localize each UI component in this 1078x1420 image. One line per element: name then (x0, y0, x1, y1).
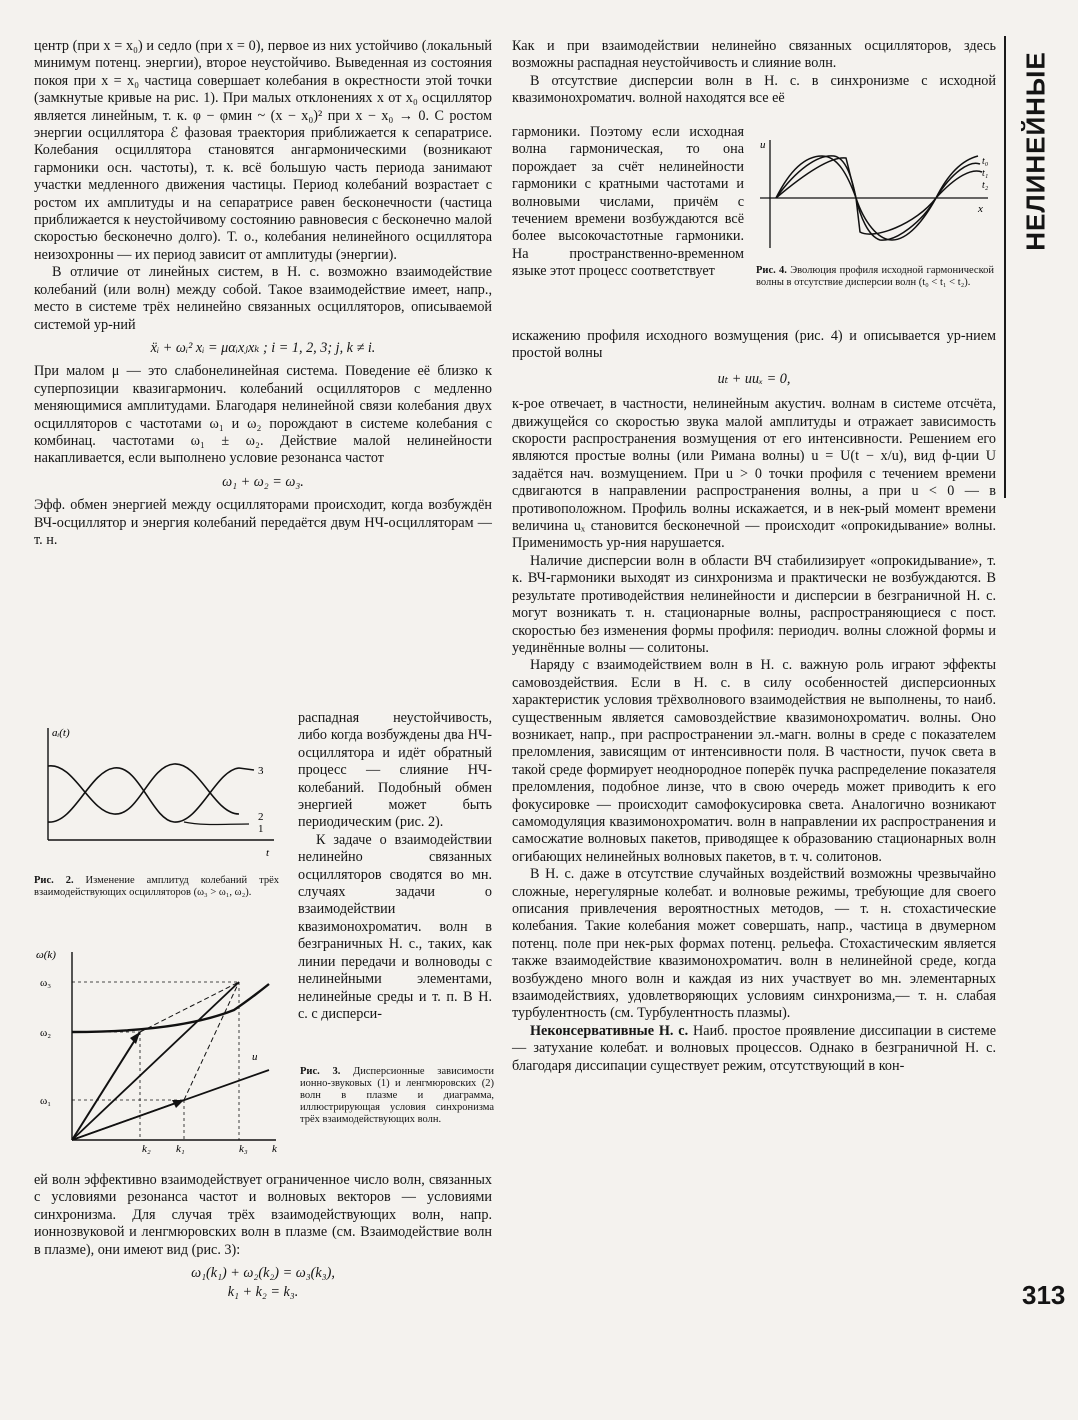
figure-2-ylabel: aᵢ(t) (52, 727, 70, 739)
figure-3 (34, 940, 284, 1160)
figure-4-label-t1: t₁ (982, 168, 989, 179)
figure-4-caption (756, 265, 994, 289)
formula-simple-wave: uₜ + uuₓ = 0, (717, 370, 791, 387)
right-column-top (512, 38, 996, 108)
figure-3-xtick-k3: k₃ (239, 1143, 248, 1155)
figure-2-caption-text: Изменение амплитуд колебаний трёх взаимодействующих осцилляторов (ω₃ > ω₁, ω₂). (34, 875, 280, 898)
figure-4 (756, 136, 996, 316)
left-paragraph-1: центр (при x = x₀) и седло (при x = 0), первое из них устойчиво (локальный минимум потенц. энергии), второе неустойчиво. Выведенная из состояния покоя при x = x₀ частица совершает колебания в окрестности этой точки (замкнутые кривые на рис. 1). При малых отклонениях x от x₀ осциллятор является линейным, т. к. φ − φмин ~ (x − x₀)² при x − x₀ → 0. С ростом энергии осциллятора ℰ фазовая траектория приближается к сепаратрисе. Колебания осциллятора становятся ангармоническими (возникают гармоники осн. частоты), т. к. всё большую часть периода занимают участки медленного движения частицы. Период колебаний возрастает с ростом их амплитуды и на сепаратрисе равен бесконечности (частица приближается к неустойчивому состоянию равновесия с бесконечно малой скоростью бесконечно долго). Т. о., колебания нелинейного осциллятора неизохронны — их период зависит от амплитуды (энергии). (34, 38, 492, 263)
left-bottom-text (34, 1172, 492, 1302)
page-number: 313 (1022, 1280, 1066, 1310)
figure-2-caption (34, 875, 279, 899)
figure-3-caption (300, 1066, 494, 1126)
formula-synchronism-2: k₁ + k₂ = k₃. (227, 1284, 299, 1301)
figure-2-xlabel: t (266, 847, 270, 859)
right-paragraph-5: Наряду с взаимодействием волн в Н. с. важную роль играют эффекты самовоздействия. Если в Н. с. в силу особенностей дисперсионных характеристик условия трёхволнового взаимодействия не выполнены, то наиб. существенным является самовоздействие квазимонохроматич. волны. Оно возникает, напр., при распространении эл.-магн. волны в среде с показателем преломления, зависящим от интенсивности поля. В частности, пучок света в такой среде формирует неоднородное поперёк пучка распределение показателя преломления, подобное линзе, что в свою очередь может приводить к его фокусировке — происходит самофокусировка света. Аналогично возникают самомодуляция квазимонохроматич. волн в направлении их распространения и самосжатие волновых пакетов, приводящее к образованию стационарных волн огибающих нелинейных волновых пакетов, в т. ч. солитонов. (512, 657, 996, 865)
figure-4-ylabel: u (760, 139, 766, 151)
right-paragraph-6: В Н. с. даже в отсутствие случайных воздействий возможны чрезвычайно сложные, нерегулярные колебат. и волновые режимы, требующие для своего описания привлечения вероятностных методов, — т. н. стохастические колебания. Такие колебания может совершать, напр., частица в двумерном потенц. поле при нек-рых формах потенц. рельефа. Стохастическим является также взаимодействие квазимонохроматич. волн в нелинейной среде, когда возбуждено много волн и каждая из них участвует во мн. элементарных взаимодействиях, удовлетворяющих условиям синхронизма,— т. н. слабая турбулентность (см. Турбулентность плазмы). (512, 866, 996, 1022)
figure-3-xtick-k2: k₂ (142, 1143, 151, 1155)
figure-4-xlabel: x (978, 203, 983, 215)
right-paragraph-7-heading: Неконсервативные Н. с. (530, 1022, 689, 1039)
right-paragraph-7 (512, 1023, 996, 1075)
right-paragraph-7-text: Наиб. простое проявление диссипации в системе — затухание колебат. и волновых процессов. Однако в безграничной Н. с. благодаря диссипации существует режим, отсутствующий в кон- (512, 1022, 996, 1074)
figure-4-label-t2: t₂ (982, 180, 989, 191)
right-wrap-text (512, 124, 744, 281)
figure-3-caption-text: Дисперсионные зависимости ионно-звуковых (1) и ленгмюровских (2) волн в плазме и диаграмма, иллюстрирующая условия синхронизма трёх взаимодействующих волн. (300, 1066, 494, 1125)
right-paragraph-2: В отсутствие дисперсии волн в Н. с. в синхронизме с исходной квазимонохроматич. волной находятся все её (512, 72, 996, 107)
figure-3-ytick-w1: ω₁ (40, 1095, 52, 1107)
figure-3-xlabel: k (272, 1143, 277, 1155)
figure-3-curve-label: u (252, 1051, 258, 1063)
figure-2-label-1: 1 (258, 823, 264, 835)
section-title: НЕЛИНЕЙНЫЕ (1020, 51, 1051, 251)
wrap-paragraph-b: К задаче о взаимодействии нелинейно связанных осцилляторов сводятся во мн. случаях задачи о взаимодействии квазимонохроматич. волн в безграничных Н. с., таких, как линии передачи и волноводы с нелинейными элементами, нелинейные среды и т. п. В Н. с. с дисперси- (298, 831, 492, 1022)
right-paragraph-2-end: искажению профиля исходного возмущения (рис. 4) и описывается ур-нием простой волны (512, 328, 996, 362)
right-paragraph-4: Наличие дисперсии волн в области ВЧ стабилизирует «опрокидывание», т. к. ВЧ-гармоники выходят из синхронизма и практически не возбуждаются. В результате противодействия нелинейности и дисперсии в безграничной Н. с. могут возникать т. н. стационарные волны, распространяющиеся с пост. скоростью без изменения формы профиля: периодич. волны сложной формы и уединённые волны — солитоны. (512, 552, 996, 656)
figure-3-ytick-w2: ω₂ (40, 1027, 52, 1039)
figure-4-caption-title: Рис. 4. (756, 265, 787, 276)
figure-2 (34, 722, 284, 922)
figure-4-plot (756, 136, 996, 254)
right-paragraph-1: Как и при взаимодействии нелинейно связанных осцилляторов, здесь возможны распадная неустойчивость и слияние волн. (512, 38, 996, 72)
section-header (1006, 36, 1066, 266)
left-column (34, 38, 492, 549)
figure-3-plot (34, 940, 284, 1155)
formula-resonance: ω₁ + ω₂ = ω₃. (222, 473, 304, 490)
figure-3-ylabel: ω(k) (36, 949, 56, 961)
figure-3-ytick-w3: ω₃ (40, 977, 52, 989)
figure-4-caption-text: Эволюция профиля исходной гармонической волны в отсутствие дисперсии волн (t₀ < t₁ < t₂). (756, 265, 995, 288)
formula-oscillators: ẍᵢ + ωᵢ² xᵢ = μαᵢxⱼxₖ ; i = 1, 2, 3; j, k ≠ i. (150, 339, 376, 356)
left-paragraph-4: Эфф. обмен энергией между осцилляторами происходит, когда возбуждён ВЧ-осциллятор и энергия колебаний передаётся двум НЧ-осцилляторам — т. н. (34, 497, 492, 548)
figure-2-plot (34, 722, 284, 862)
figure-3-xtick-k1: k₁ (176, 1143, 185, 1155)
figure-2-label-3: 3 (258, 765, 264, 777)
left-paragraph-5: ей волн эффективно взаимодействует ограниченное число волн, связанных с условиями резонанса частот и волновых векторов — условиями синхронизма. Для случая трёх взаимодействующих волн, напр. ионнозвуковой и ленгмюровских волн в плазме (см. Взаимодействие волн в плазме), они имеют вид (рис. 3): (34, 1172, 492, 1258)
figure-2-label-2: 2 (258, 811, 264, 823)
left-paragraph-2: В отличие от линейных систем, в Н. с. возможно взаимодействие колебаний (или волн) между собой. Такое взаимодействие имеет, напр., место в системе трёх нелинейно связанных осцилляторов, описываемой системой ур-ний (34, 264, 492, 333)
figure-2-caption-title: Рис. 2. (34, 875, 74, 886)
figure-4-label-t0: t₀ (982, 156, 989, 167)
right-main-text (512, 328, 996, 1075)
wrap-paragraph-a: распадная неустойчивость, либо когда возбуждены два НЧ-осциллятора и идёт обратный процесс — слияние НЧ-колебаний. Подобный обмен энергией может быть периодическим (рис. 2). (298, 710, 492, 831)
left-wrap-text (298, 710, 492, 1023)
left-paragraph-3: При малом μ — это слабонелинейная система. Поведение её близко к суперпозиции квазигармонич. колебаний осцилляторов с медленно меняющимися амплитудами. Благодаря нелинейной связи колебания двух осцилляторов с частотами ω₁ и ω₂ порождают в системе колебания с комбинац. частотами ω₁ ± ω₂. Действие малой нелинейности накапливается, если выполнено условие резонанса частот (34, 363, 492, 467)
right-paragraph-3: к-рое отвечает, в частности, нелинейным акустич. волнам в системе отсчёта, движущейся со скоростью звука малой амплитуды и отражает зависимость скорости распространения возмущения от его интенсивности. Решением его являются простые волны (или Римана волны) u = U(t − x/u), вид ф-ции U задаётся нач. возмущением. При u > 0 точки профиля с течением времени сдвигаются в направлении распространения волны, а при u < 0 — в противоположном. Профиль волны искажается, и в нек-рый момент времени величина uₓ становится бесконечной — происходит «опрокидывание» волны. Применимость ур-ния нарушается. (512, 396, 996, 552)
formula-synchronism-1: ω₁(k₁) + ω₂(k₂) = ω₃(k₃), (191, 1265, 335, 1282)
figure-3-caption-title: Рис. 3. (300, 1066, 341, 1077)
right-wrap-paragraph: гармоники. Поэтому если исходная волна гармоническая, то она порождает за счёт нелинейности гармоники с кратными частотами и волновыми числами, причём с течением времени возбуждаются всё более высокочастотные гармоники. На пространственно-временном языке этот процесс соответствует (512, 124, 744, 280)
